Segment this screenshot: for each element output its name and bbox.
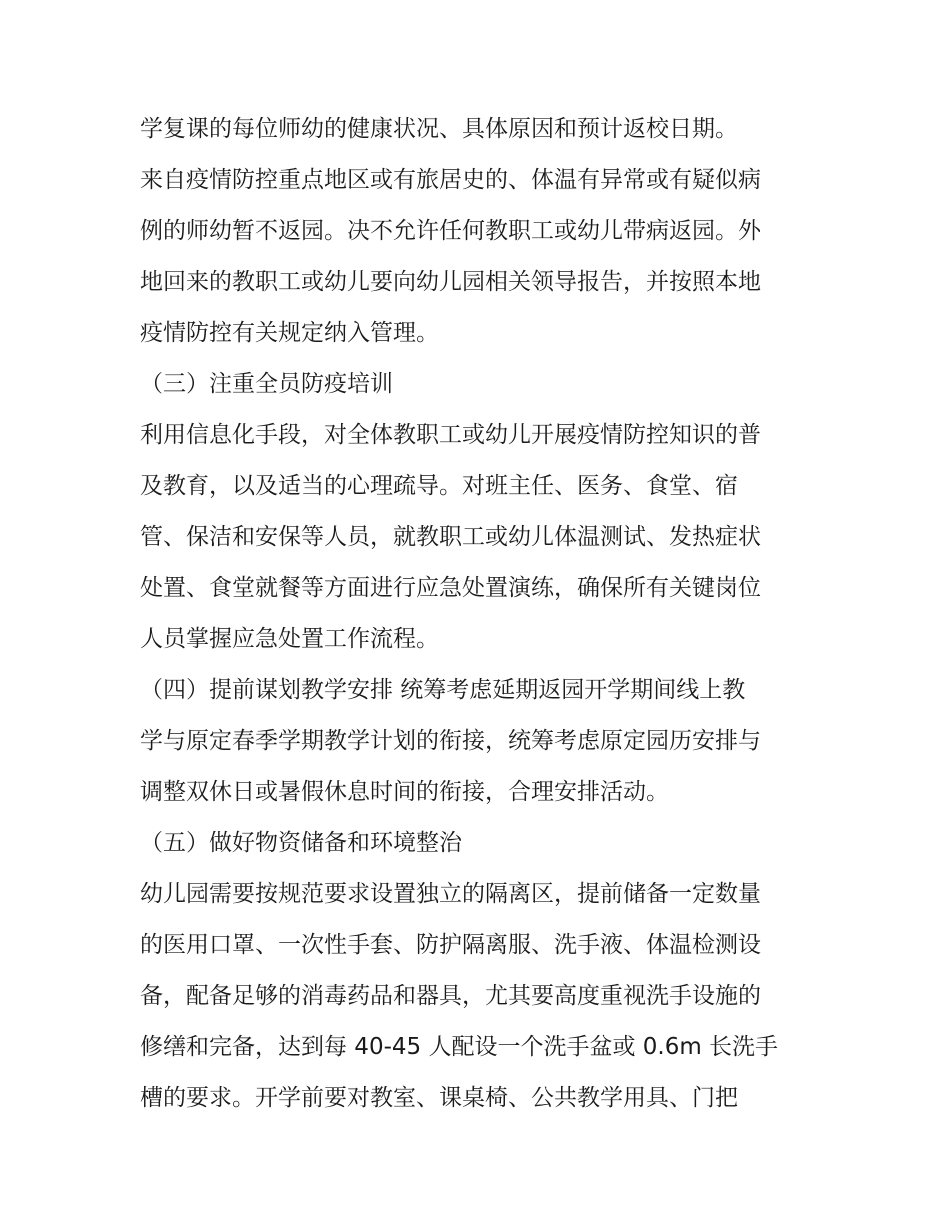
text-line: 利用信息化手段，对全体教职工或幼儿开展疫情防控知识的普: [140, 422, 761, 448]
document-body: [140, 104, 820, 1124]
text-line: 学与原定春季学期教学计划的衔接，统筹考虑原定园历安排与: [140, 728, 761, 754]
text-line: 处置、食堂就餐等方面进行应急处置演练，确保所有关键岗位: [140, 575, 761, 601]
text-line: 的医用口罩、一次性手套、防护隔离服、洗手液、体温检测设: [140, 932, 761, 958]
text-line: 及教育，以及适当的心理疏导。对班主任、医务、食堂、宿: [140, 473, 738, 499]
section-heading-4: （四）提前谋划教学安排 统筹考虑延期返园开学期间线上教: [140, 677, 746, 703]
text-line: 幼儿园需要按规范要求设置独立的隔离区，提前储备一定数量: [140, 881, 761, 907]
text-line: 疫情防控有关规定纳入管理。: [140, 320, 439, 346]
text-line: 修缮和完备，达到每 40-45 人配设一个洗手盆或 0.6m 长洗手: [140, 1034, 779, 1060]
text-line: 学复课的每位师幼的健康状况、具体原因和预计返校日期。: [140, 116, 738, 142]
text-line: 备，配备足够的消毒药品和器具，尤其要高度重视洗手设施的: [140, 983, 761, 1009]
section-heading-5: （五）做好物资储备和环境整治: [140, 830, 462, 856]
text-line: 地回来的教职工或幼儿要向幼儿园相关领导报告，并按照本地: [140, 269, 761, 295]
text-line: 管、保洁和安保等人员，就教职工或幼儿体温测试、发热症状: [140, 524, 761, 550]
text-line: 例的师幼暂不返园。决不允许任何教职工或幼儿带病返园。外: [140, 218, 761, 244]
text-line: 槽的要求。开学前要对教室、课桌椅、公共教学用具、门把: [140, 1085, 738, 1111]
section-heading-3: （三）注重全员防疫培训: [140, 371, 393, 397]
text-line: 人员掌握应急处置工作流程。: [140, 626, 439, 652]
text-line: 调整双休日或暑假休息时间的衔接，合理安排活动。: [140, 779, 669, 805]
text-line: 来自疫情防控重点地区或有旅居史的、体温有异常或有疑似病: [140, 167, 761, 193]
